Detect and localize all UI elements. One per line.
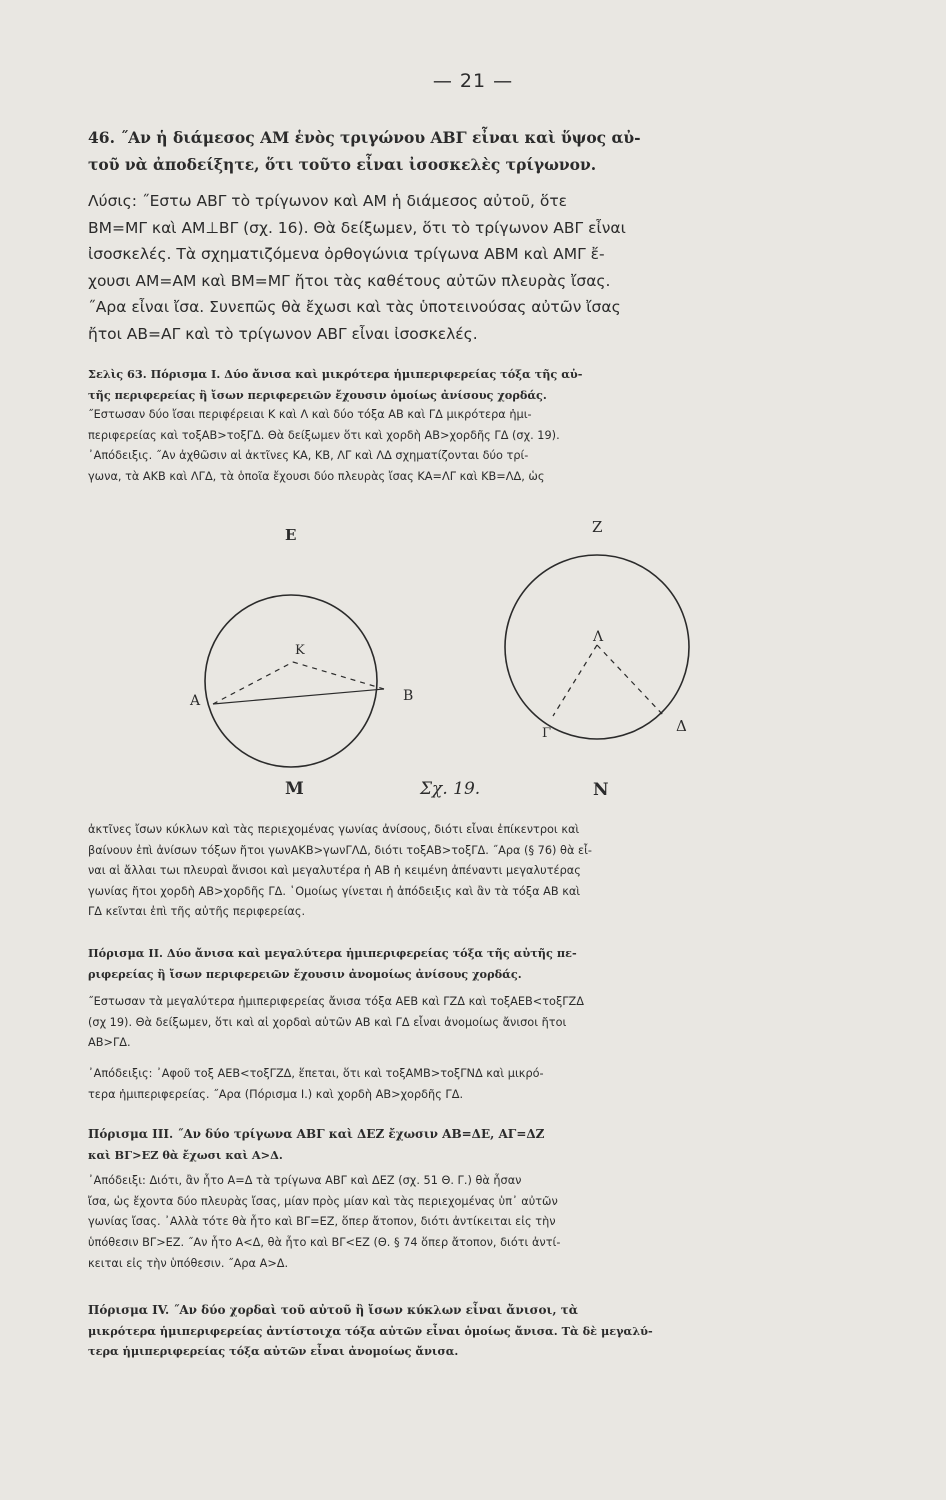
exercise-46-title: 46. ˝Αν ἡ διάμεσος ΑΜ ἑνὸς τριγώνου ΑΒΓ εἶναι καὶ ὕψος αὐ-	[88, 128, 641, 147]
exercise-46-title-line: τοῦ νὰ ἀποδείξητε, ὅτι τοῦτο εἶναι ἰσοσκελὲς τρίγωνον.	[88, 154, 597, 174]
corollary-heading: Σελὶς 63. Πόρισμα Ι. Δύο ἄνισα καὶ μικρότερα ἡμιπεριφερείας τόξα τῆς αὐ-	[88, 367, 583, 381]
circle-l	[505, 555, 689, 739]
text-line: ἴσα, ὡς ἔχοντα δύο πλευρὰς ἴσας, μίαν πρὸς μίαν καὶ τὰς περιεχομένας ὑπ᾿ αὐτῶν	[88, 1194, 558, 1208]
text-line: ˝Εστωσαν δύο ἴσαι περιφέρειαι Κ καὶ Λ καὶ δύο τόξα ΑΒ καὶ ΓΔ μικρότερα ἡμι-	[88, 408, 532, 422]
exercise-number: 46.	[88, 128, 115, 147]
label-n: Ν	[593, 780, 609, 800]
radius-ld	[597, 645, 664, 716]
label-e: Ε	[285, 526, 297, 544]
label-g: Γ	[542, 726, 552, 741]
label-l: Λ	[593, 629, 604, 645]
corollary-heading: μικρότερα ἡμιπεριφερείας ἀντίστοιχα τόξα αὐτῶν εἶναι ὁμοίως ἄνισα. Τὰ δὲ μεγαλύ-	[88, 1323, 653, 1338]
page-number: — 21 —	[432, 70, 514, 92]
solution-line: ἤτοι ΑΒ=ΑΓ καὶ τὸ τρίγωνον ΑΒΓ εἶναι ἰσοσκελές.	[88, 324, 478, 343]
text-line: γωνίας ἴσας. ᾿Αλλὰ τότε θὰ ἦτο καὶ ΒΓ=ΕΖ, ὅπερ ἄτοπον, διότι ἀντίκειται εἰς τὴν	[88, 1215, 556, 1229]
corollary-heading: τῆς περιφερείας ἢ ἴσων περιφερειῶν ἔχουσιν ὁμοίως ἀνίσους χορδάς.	[88, 387, 547, 402]
corollary-heading: Πόρισμα ΙΙ. Δύο ἄνισα καὶ μεγαλύτερα ἡμιπεριφερείας τόξα τῆς αὐτῆς πε-	[88, 946, 577, 960]
label-d: Δ	[676, 717, 687, 735]
text-line: γωνα, τὰ ΑΚΒ καὶ ΛΓΔ, τὰ ὁποῖα ἔχουσι δύο πλευρὰς ἴσας ΚΑ=ΛΓ καὶ ΚΒ=ΛΔ, ὡς	[88, 469, 545, 483]
corollary-1	[88, 364, 833, 488]
label-k: Κ	[295, 643, 305, 658]
label-z: Ζ	[592, 518, 603, 536]
figure-caption: Σχ. 19.	[420, 779, 481, 799]
text-line: (σχ 19). Θὰ δείξωμεν, ὅτι καὶ αἱ χορδαὶ αὐτῶν ΑΒ καὶ ΓΔ εἶναι ἀνομοίως ἄνισοι ἤτοι	[88, 1015, 567, 1029]
label-a: Α	[190, 693, 201, 709]
solution-line: ΒΜ=ΜΓ καὶ ΑΜ⊥ΒΓ (σχ. 16). Θὰ δείξωμεν, ὅτι τὸ τρίγωνον ΑΒΓ εἶναι	[88, 218, 626, 237]
text-line: ὑπόθεσιν ΒΓ>ΕΖ. ˝Αν ἦτο Α<Δ, θὰ ἦτο καὶ ΒΓ<ΕΖ (Θ. § 74 ὅπερ ἄτοπον, διότι ἀντί-	[88, 1235, 561, 1249]
text-line: ἀκτῖνες ἴσων κύκλων καὶ τὰς περιεχομένας γωνίας ἀνίσους, διότι εἶναι ἐπίκεντροι καὶ	[88, 823, 580, 836]
label-m: Μ	[285, 779, 304, 799]
corollary-1-continued	[88, 820, 833, 923]
text-line: ᾿Απόδειξις. ˝Αν ἀχθῶσιν αἱ ἀκτῖνες ΚΑ, ΚΒ, ΛΓ καὶ ΛΔ σχηματίζονται δύο τρί-	[88, 449, 529, 463]
corollary-4	[88, 1300, 833, 1362]
corollary-heading: Πόρισμα ΙΙΙ. ˝Αν δύο τρίγωνα ΑΒΓ καὶ ΔΕΖ ἔχωσιν ΑΒ=ΔΕ, ΑΓ=ΔΖ	[88, 1127, 545, 1141]
circle-k	[205, 595, 377, 767]
text-line: ΓΔ κεῖνται ἐπὶ τῆς αὐτῆς περιφερείας.	[88, 905, 306, 919]
solution-line: ˝Αρα εἶναι ἴσα. Συνεπῶς θὰ ἔχωσι καὶ τὰς ὑποτεινούσας αὐτῶν ἴσας	[88, 298, 621, 316]
text-line: ᾿Απόδειξι: Διότι, ἂν ἦτο Α=Δ τὰ τρίγωνα ΑΒΓ καὶ ΔΕΖ (σχ. 51 Θ. Γ.) θὰ ἦσαν	[88, 1174, 522, 1188]
label-b: Β	[403, 688, 414, 704]
corollary-heading: καὶ ΒΓ>ΕΖ θὰ ἔχωσι καὶ Α>Δ.	[88, 1147, 283, 1162]
solution-line: Λύσις: ˝Εστω ΑΒΓ τὸ τρίγωνον καὶ ΑΜ ἡ διάμεσος αὐτοῦ, ὅτε	[88, 192, 568, 210]
text-line: τερα ἡμιπεριφερείας. ˝Αρα (Πόρισμα Ι.) καὶ χορδὴ ΑΒ>χορδῆς ΓΔ.	[88, 1087, 464, 1101]
corollary-3	[88, 1124, 833, 1274]
radius-kb	[293, 662, 384, 689]
text-line: ΑΒ>ΓΔ.	[88, 1036, 131, 1050]
figure-19	[175, 515, 715, 800]
solution-line: χουσι ΑΜ=ΑΜ καὶ ΒΜ=ΜΓ ἤτοι τὰς καθέτους αὐτῶν πλευρὰς ἴσας.	[88, 271, 611, 290]
solution-line: ἰσοσκελές. Τὰ σχηματιζόμενα ὀρθογώνια τρίγωνα ΑΒΜ καὶ ΑΜΓ ἔ-	[88, 245, 605, 263]
corollary-heading: ριφερείας ἢ ἴσων περιφερειῶν ἔχουσιν ἀνομοίως ἀνίσους χορδάς.	[88, 966, 522, 981]
corollary-heading: Πόρισμα IV. ˝Αν δύο χορδαὶ τοῦ αὐτοῦ ἢ ἴσων κύκλων εἶναι ἄνισοι, τὰ	[88, 1303, 578, 1317]
text-line: κειται εἰς τὴν ὑπόθεσιν. ˝Αρα Α>Δ.	[88, 1256, 289, 1270]
chord-ab	[213, 689, 384, 704]
text-line: βαίνουν ἐπὶ ἀνίσων τόξων ἤτοι γωνΑΚΒ>γωνΓΛΔ, διότι τοξΑΒ>τοξΓΔ. ˝Αρα (§ 76) θὰ εἶ-	[88, 843, 593, 857]
text-line: ᾿Απόδειξις: ᾿Αφοῦ τοξ ΑΕΒ<τοξΓΖΔ, ἕπεται, ὅτι καὶ τοξΑΜΒ>τοξΓΝΔ καὶ μικρό-	[88, 1066, 544, 1080]
corollary-2	[88, 943, 833, 1105]
text-line: ναι αἱ ἄλλαι τωι πλευραὶ ἄνισοι καὶ μεγαλυτέρα ἡ ΑΒ ἡ κειμένη ἀπέναντι μεγαλυτέρας	[88, 864, 581, 878]
corollary-heading: τερα ἡμιπεριφερείας τόξα αὐτῶν εἶναι ἀνομοίως ἄνισα.	[88, 1344, 459, 1359]
text-line: γωνίας ἤτοι χορδὴ ΑΒ>χορδῆς ΓΔ. ῾Ομοίως γίνεται ἡ ἀπόδειξις καὶ ἂν τὰ τόξα ΑΒ καὶ	[88, 884, 581, 898]
text-line: ˝Εστωσαν τὰ μεγαλύτερα ἡμιπεριφερείας ἄνισα τόξα ΑΕΒ καὶ ΓΖΔ καὶ τοξΑΕΒ<τοξΓΖΔ	[88, 995, 585, 1009]
exercise-46	[88, 125, 833, 347]
radius-lg	[553, 645, 597, 716]
text-line: περιφερείας καὶ τοξΑΒ>τοξΓΔ. Θὰ δείξωμεν ὅτι καὶ χορδὴ ΑΒ>χορδῆς ΓΔ (σχ. 19).	[88, 428, 560, 442]
